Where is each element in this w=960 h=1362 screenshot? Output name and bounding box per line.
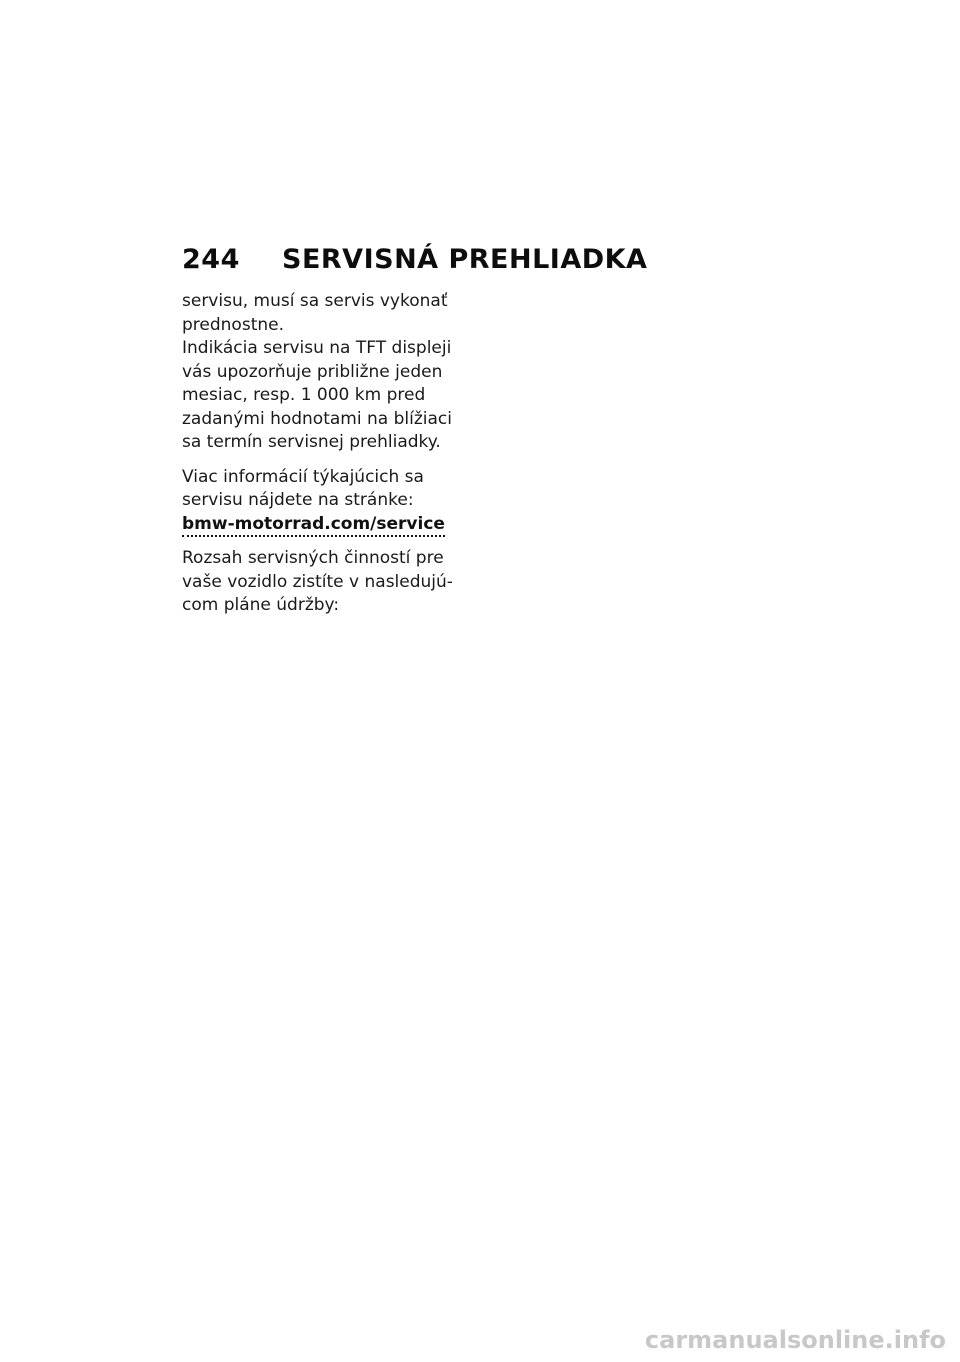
text-line: Rozsah servisných činností pre	[182, 548, 444, 568]
text-line: vás upozorňuje približne jeden	[182, 361, 443, 382]
service-website-link[interactable]: bmw-motorrad.com/service	[182, 514, 445, 537]
text-line: sa termín servisnej prehliadky.	[182, 432, 441, 452]
page-header	[182, 244, 647, 275]
text-line: servisu nájdete na stránke:	[182, 490, 414, 510]
page-number: 244	[182, 244, 240, 275]
paragraph-maintenance-plan	[182, 547, 472, 618]
paragraph-more-info	[182, 466, 472, 537]
text-line: zadanými hodnotami na blížiaci	[182, 408, 452, 429]
text-line: vaše vozidlo zistíte v nasledujú-	[182, 571, 453, 592]
link-line	[182, 513, 472, 537]
paragraph-continued	[182, 290, 472, 337]
text-column	[182, 290, 472, 618]
text-line: mesiac, resp. 1 000 km pred	[182, 385, 426, 405]
watermark: carmanualsonline.info	[644, 1326, 946, 1354]
section-title: SERVISNÁ PREHLIADKA	[282, 244, 648, 275]
paragraph-service-indicator	[182, 337, 472, 455]
text-line: prednostne.	[182, 314, 284, 335]
text-line: com pláne údržby:	[182, 595, 340, 615]
text-line: servisu, musí sa servis vykonať	[182, 291, 448, 311]
text-line: Viac informácií týkajúcich sa	[182, 466, 424, 487]
text-line: Indikácia servisu na TFT displeji	[182, 338, 452, 358]
